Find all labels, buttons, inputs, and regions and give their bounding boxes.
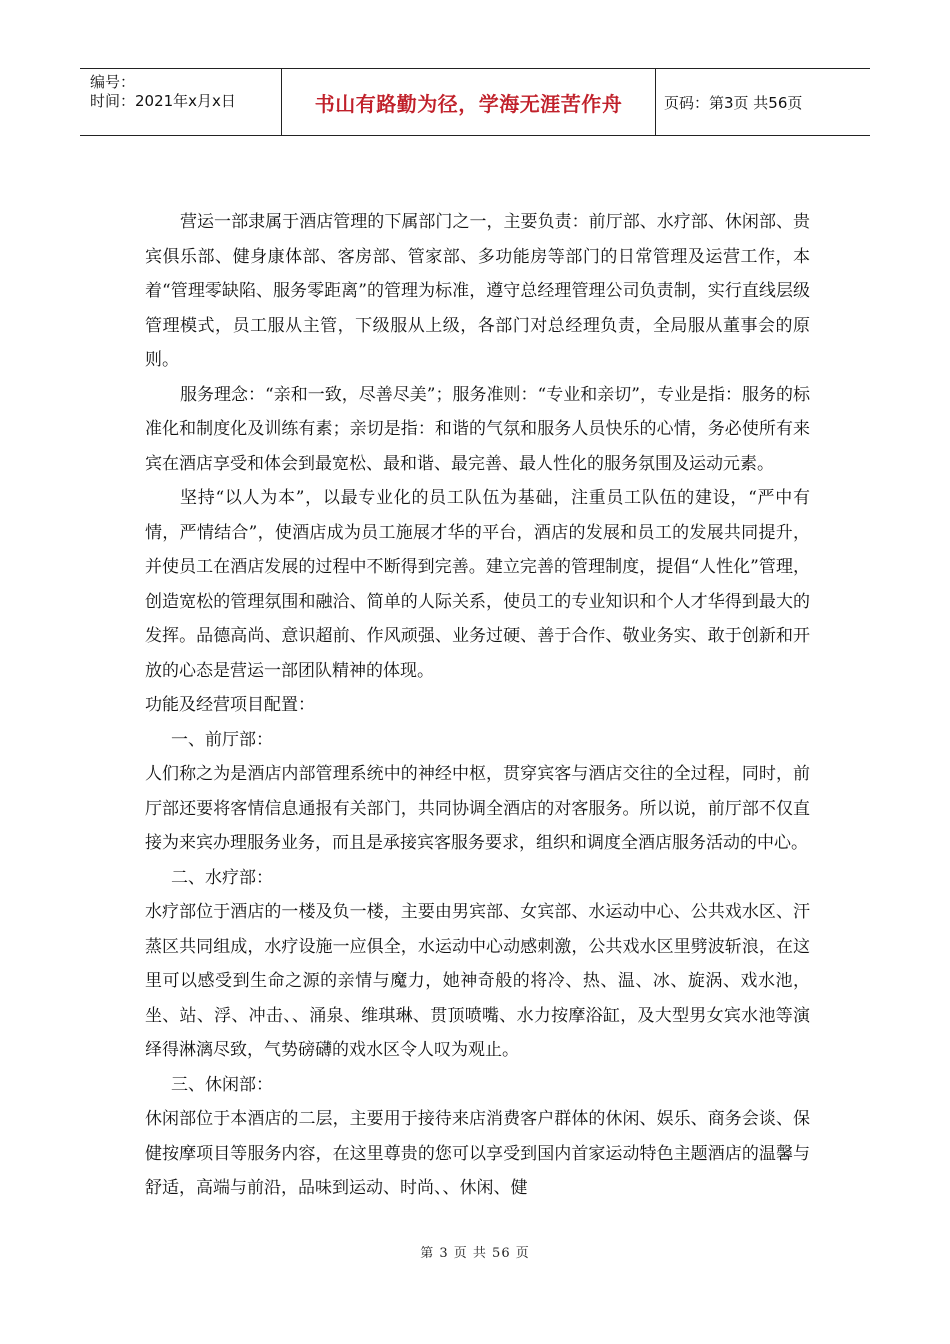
document-number-label: 编号： bbox=[90, 73, 136, 91]
body-paragraph: 营运一部隶属于酒店管理的下属部门之一，主要负责：前厅部、水疗部、休闲部、贵宾俱乐部、健身康体部、客房部、管家部、多功能房等部门的日常管理及运营工作，本着“管理零缺陷、服务零距离”的管理为标准，遵守总经理管理公司负责制，实行直线层级管理模式，员工服从主管，下级服从上级，各部门对总经理负责，全局服从董事会的原则。 bbox=[145, 212, 810, 370]
page-header bbox=[80, 68, 870, 136]
section-text-front-office: 人们称之为是酒店内部管理系统中的神经中枢，贯穿宾客与酒店交往的全过程，同时，前厅部还要将客情信息通报有关部门，共同协调全酒店的对客服务。所以说，前厅部不仅直接为来宾办理服务业务，而且是承接宾客服务要求，组织和调度全酒店服务活动的中心。 bbox=[145, 764, 810, 853]
header-meta-cell bbox=[80, 69, 282, 135]
document-time-label: 时间：2021年x月x日 bbox=[90, 92, 236, 110]
body-paragraph: 服务理念：“亲和一致，尽善尽美”；服务准则：“专业和亲切”，专业是指：服务的标准化和制度化及训练有素；亲切是指：和谐的气氛和服务人员快乐的心情，务必使所有来宾在酒店享受和体会到最宽松、最和谐、最完善、最人性化的服务氛围及运动元素。 bbox=[145, 384, 810, 474]
section-heading-leisure: 三、休闲部： bbox=[171, 1074, 273, 1095]
section-heading-spa: 二、水疗部： bbox=[171, 867, 273, 888]
section-heading-front-office: 一、前厅部： bbox=[171, 729, 273, 750]
header-motto: 书山有路勤为径，学海无涯苦作舟 bbox=[282, 69, 656, 135]
functions-title: 功能及经营项目配置： bbox=[145, 695, 315, 715]
page-footer: 第 3 页 共 56 页 bbox=[420, 1246, 530, 1261]
document-body bbox=[145, 205, 810, 1206]
section-text-spa: 水疗部位于酒店的一楼及负一楼，主要由男宾部、女宾部、水运动中心、公共戏水区、汗蒸区共同组成，水疗设施一应俱全，水运动中心动感刺激，公共戏水区里劈波斩浪，在这里可以感受到生命之源的亲情与魔力，她神奇般的将冷、热、温、冰、旋涡、戏水池，坐、站、浮、冲击、、涌泉、维琪琳、贯顶喷嘴、水力按摩浴缸，及大型男女宾水池等演绎得淋漓尽致，气势磅礴的戏水区令人叹为观止。 bbox=[145, 902, 810, 1060]
body-paragraph: 坚持“以人为本”，以最专业化的员工队伍为基础，注重员工队伍的建设，“严中有情，严情结合”，使酒店成为员工施展才华的平台，酒店的发展和员工的发展共同提升，并使员工在酒店发展的过程中不断得到完善。建立完善的管理制度，提倡“人性化”管理，创造宽松的管理氛围和融洽、简单的人际关系，使员工的专业知识和个人才华得到最大的发挥。品德高尚、意识超前、作风顽强、业务过硬、善于合作、敬业务实、敢于创新和开放的心态是营运一部团队精神的体现。 bbox=[145, 488, 810, 681]
header-page-info: 页码：第3页 共56页 bbox=[664, 93, 803, 112]
section-text-leisure: 休闲部位于本酒店的二层，主要用于接待来店消费客户群体的休闲、娱乐、商务会谈、保健按摩项目等服务内容，在这里尊贵的您可以享受到国内首家运动特色主题酒店的温馨与舒适，高端与前沿，品味到运动、时尚、、休闲、健 bbox=[145, 1109, 810, 1198]
